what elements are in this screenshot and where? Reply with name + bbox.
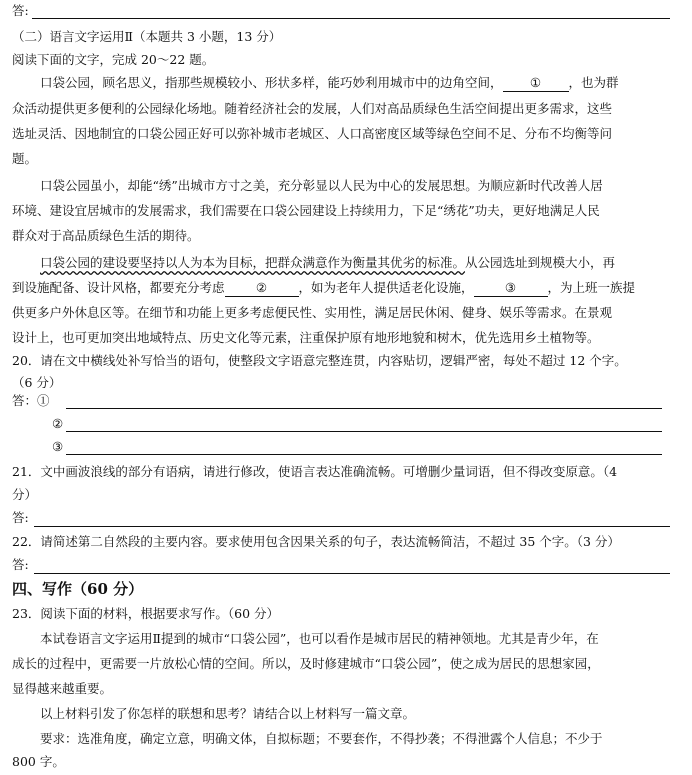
q20-answer-row-2: ② [52,416,64,431]
passage-p2-line3: 群众对于高品质绿色生活的期待。 [12,228,200,243]
passage-text: ，也为群 [568,75,619,90]
passage-p2-line2: 环境、建设宜居城市的发展需求，我们需要在口袋公园建设上持续用力，下足“绣花”功夫，更好地满足人民 [12,203,600,218]
passage-text: 从公园选址到规模大小，再 [465,255,616,270]
blank-2[interactable]: ② [225,280,299,297]
writing-requirements-1: 要求：选准角度，确定立意，明确文体，自拟标题；不要套作，不得抄袭；不得泄露个人信息；不少于 [40,731,603,746]
q21-score: 分） [12,487,38,502]
writing-requirements-2: 800 字。 [12,754,65,769]
passage-text: 口袋公园，顾名思义，指那些规模较小、形状多样，能巧妙利用城市中的边角空间， [40,75,503,90]
q23-text: 23．阅读下面的材料，根据要求写作。（60 分） [12,606,280,621]
passage-p3-line1 [40,254,680,272]
material-line-2: 成长的过程中，更需要一片放松心情的空间。所以，及时修建城市“口袋公园”，使之成为居民的思想家园， [12,656,600,671]
answer-label: 答： [12,393,38,408]
circled-number: ① [37,393,50,408]
material-line-3: 显得越来越重要。 [12,681,113,696]
q20-text: 20．请在文中横线处补写恰当的语句，使整段文字语意完整连贯，内容贴切，逻辑严密，每处不超过 12 个字。 [12,353,627,368]
q21-answer-label: 答: [12,510,29,525]
writing-prompt: 以上材料引发了你怎样的联想和思考？请结合以上材料写一篇文章。 [40,706,416,721]
passage-text: 到设施配备、设计风格，都要充分考虑 [12,280,225,295]
passage-p3-line4: 设计上，也可更加突出地域特点、历史文化等元素，注重保护原有地形地貌和树木，优先选用乡土植物等。 [12,330,600,345]
passage-p1-line1 [40,74,680,92]
answer-line[interactable] [34,573,670,574]
answer-line-3[interactable] [66,454,662,455]
wavy-underlined-sentence: 口袋公园的建设要坚持以人为本为目标，把群众满意作为衡量其优劣的标准。 [40,255,466,270]
q22-answer-label: 答: [12,557,29,572]
passage-text: ，如为老年人提供适老化设施， [298,280,474,295]
passage-p1-line4: 题。 [12,151,38,166]
q20-answer-row-3: ③ [52,439,64,454]
answer-line-2[interactable] [66,431,662,432]
passage-p3-line2 [12,279,680,297]
q22-text: 22．请简述第二自然段的主要内容。要求使用包含因果关系的句子，表达流畅简洁，不超过 35 个字。（3 分） [12,534,620,549]
answer-line[interactable] [32,18,670,19]
blank-1[interactable]: ① [503,75,569,92]
passage-p1-line3: 选址灵活、因地制宜的口袋公园正好可以弥补城市老城区、人口高密度区域等绿色空间不足、分布不均衡等问 [12,126,613,141]
blank-3[interactable]: ③ [474,280,548,297]
writing-section-title: 四、写作（60 分） [12,580,144,598]
passage-p2-line1: 口袋公园虽小，却能“绣”出城市方寸之美，充分彰显以人民为中心的发展思想。为顺应新时代改善人居 [40,178,603,193]
passage-p1-line2: 众活动提供更多便利的公园绿化场地。随着经济社会的发展，人们对高品质绿色生活空间提出更多需求，这些 [12,101,613,116]
passage-text: ，为上班一族提 [547,280,636,295]
section-title: （二）语言文字运用Ⅱ（本题共 3 小题，13 分） [12,29,282,44]
material-line-1: 本试卷语言文字运用Ⅱ提到的城市“口袋公园”，也可以看作是城市居民的精神领地。尤其是青少年，在 [40,631,599,646]
intro-text: 阅读下面的文字，完成 20～22 题。 [12,52,215,67]
answer-line[interactable] [34,526,670,527]
passage-p3-line3: 供更多户外休息区等。在细节和功能上更多考虑便民性、实用性，满足居民休闲、健身、娱乐等需求。在景观 [12,305,613,320]
answer-line-1[interactable] [66,408,662,409]
q21-text: 21．文中画波浪线的部分有语病，请进行修改，使语言表达准确流畅。可增删少量词语，但不得改变原意。（4 [12,464,618,479]
answer-label: 答: [12,3,29,18]
q20-score: （6 分） [12,375,62,390]
